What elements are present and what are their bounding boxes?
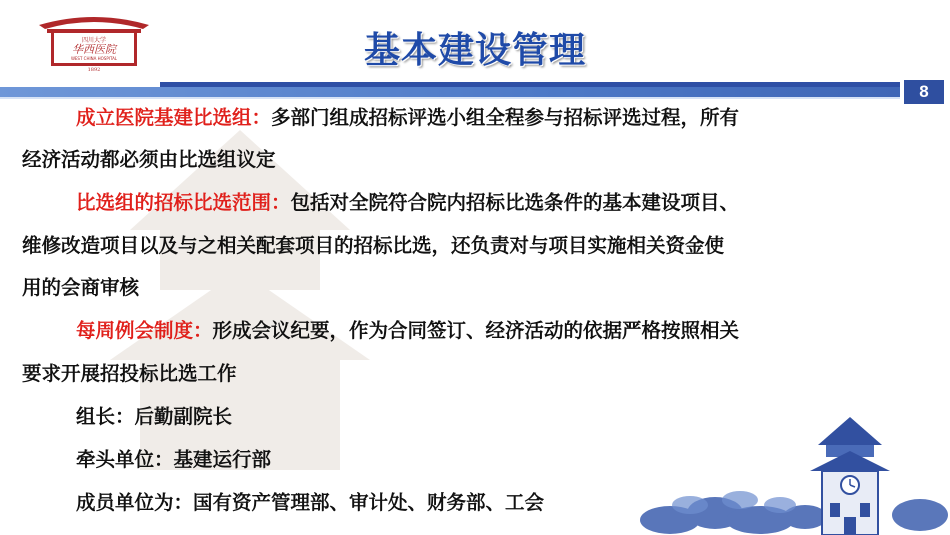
para3-label: 每周例会制度： (76, 319, 213, 342)
para2-line3: 用的会商审核 (22, 276, 140, 299)
para2-line2: 维修改造项目以及与之相关配套项目的招标比选，还负责对与项目实施相关资金使 (22, 234, 725, 257)
para2-line1 (76, 185, 739, 221)
header-band-light (0, 97, 900, 99)
logo-line2: 华西医院 (72, 43, 116, 56)
logo-line1: 四川大学 (81, 37, 107, 44)
para2-label: 比选组的招标比选范围： (76, 191, 291, 214)
header-band (0, 87, 900, 97)
para3-text1: 形成会议纪要，作为合同签订、经济活动的依据严格按照相关 (212, 319, 740, 342)
logo-year: 1892 (87, 67, 101, 73)
para1-line1 (76, 100, 739, 136)
para2-text1: 包括对全院符合院内招标比选条件的基本建设项目、 (290, 191, 740, 214)
lead-unit-line: 牵头单位：基建运行部 (76, 448, 272, 471)
para1-label: 成立医院基建比选组： (76, 106, 272, 129)
para1-line2: 经济活动都必须由比选组议定 (22, 148, 276, 171)
member-units-line: 成员单位为：国有资产管理部、审计处、财务部、工会 (76, 491, 545, 514)
leader-line: 组长：后勤副院长 (76, 405, 233, 428)
clock-tower-illustration-icon (630, 405, 950, 535)
page-number: 8 (904, 80, 944, 104)
logo-line3: WEST CHINA HOSPITAL (70, 56, 118, 61)
page-title: 基本建设管理 (363, 30, 586, 71)
para3-line2: 要求开展招投标比选工作 (22, 362, 237, 385)
para3-line1 (76, 313, 739, 349)
para1-text1: 多部门组成招标评选小组全程参与招标评选过程，所有 (271, 106, 740, 129)
